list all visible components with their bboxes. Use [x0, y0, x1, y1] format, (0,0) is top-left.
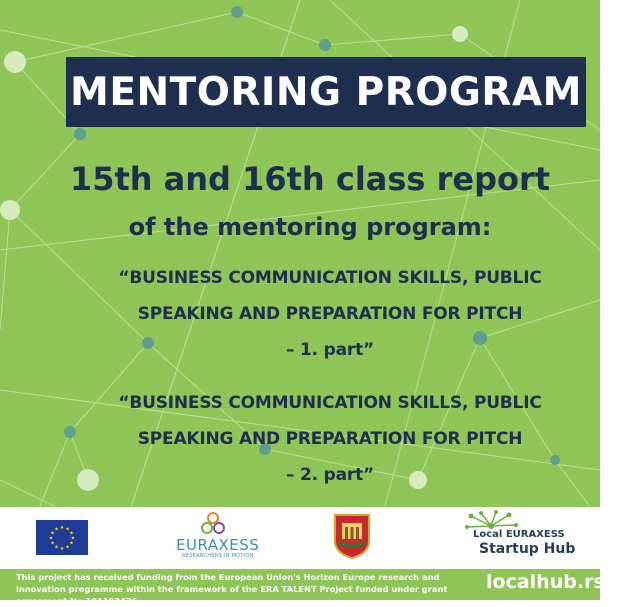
topic1-line-b: SPEAKING AND PREPARATION FOR PITCH	[137, 304, 523, 324]
svg-text:★: ★	[50, 530, 55, 537]
crest-icon	[333, 513, 371, 559]
svg-text:★: ★	[54, 526, 59, 533]
topic2-line-c: – 2. part”	[286, 465, 374, 485]
svg-text:★: ★	[65, 544, 70, 551]
euraxess-logo-icon	[170, 512, 260, 560]
euraxess-tagline: RESEARCHERS IN MOTION	[182, 553, 254, 559]
euraxess-wordmark: EURAXESS	[176, 536, 260, 554]
svg-text:★: ★	[65, 526, 70, 533]
svg-text:★: ★	[69, 540, 74, 547]
svg-text:★: ★	[59, 525, 65, 531]
startup-hub-logo-icon	[455, 511, 585, 561]
report-heading: 15th and 16th class report	[69, 160, 551, 198]
svg-text:★: ★	[59, 546, 65, 552]
hub-logo-line1: Local EURAXESS	[473, 529, 565, 540]
hub-logo-line2: Startup Hub	[479, 541, 576, 557]
svg-text:★: ★	[54, 544, 59, 551]
eu-flag-icon	[36, 520, 88, 555]
topic2-line-a: “BUSINESS COMMUNICATION SKILLS, PUBLIC	[118, 393, 542, 413]
topic1-line-c: – 1. part”	[286, 340, 374, 360]
report-subheading: of the mentoring program:	[128, 213, 492, 241]
svg-text:★: ★	[48, 535, 54, 542]
topic2-line-b: SPEAKING AND PREPARATION FOR PITCH	[137, 429, 523, 449]
funding-disclaimer: This project has received funding from the European Union's Horizon Europe research and innovation programme within the framework of the ERA TALENT Project funded under grant agreement No 101103476	[16, 572, 448, 606]
title-banner	[66, 57, 586, 127]
svg-text:★: ★	[69, 530, 74, 537]
topic1-line-a: “BUSINESS COMMUNICATION SKILLS, PUBLIC	[118, 268, 542, 288]
svg-text:★: ★	[70, 535, 76, 542]
svg-text:★: ★	[50, 540, 55, 547]
website-link[interactable]: localhub.rs	[486, 571, 605, 593]
banner-title: MENTORING PROGRAM	[70, 69, 582, 115]
